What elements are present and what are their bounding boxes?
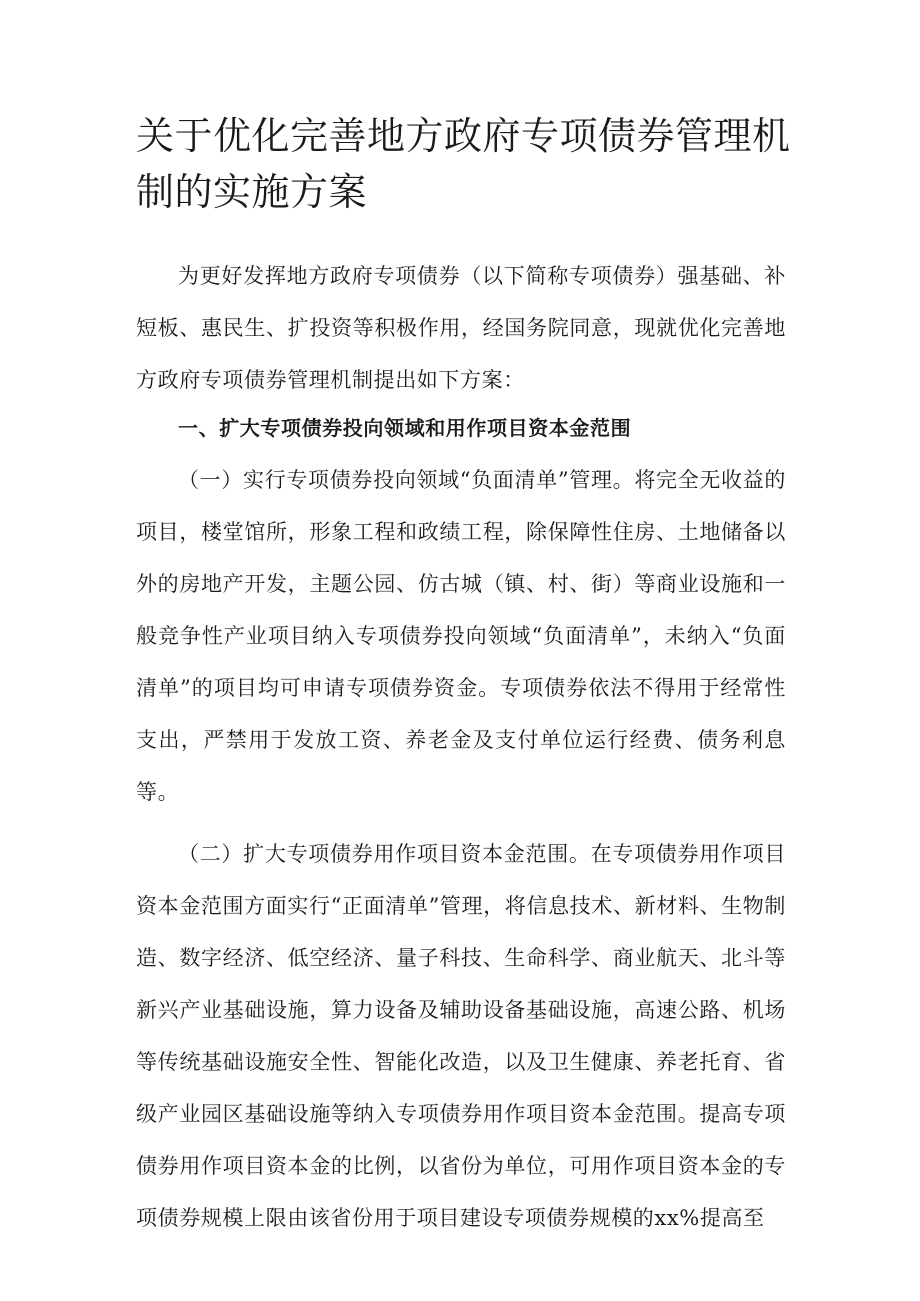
intro-paragraph: 为更好发挥地方政府专项债券（以下简称专项债券）强基础、补短板、惠民生、扩投资等积极作用，经国务院同意，现就优化完善地方政府专项债券管理机制提出如下方案：: [136, 264, 786, 392]
section-item-1-paragraph: （一）实行专项债券投向领域“负面清单”管理。将完全无收益的项目，楼堂馆所，形象工程和政绩工程，除保障性住房、土地储备以外的房地产开发，主题公园、仿古城（镇、村、街）等商业设施和一般竞争性产业项目纳入专项债券投向领域“负面清单”，未纳入“负面清单”的项目均可申请专项债券资金。专项债券依法不得用于经常性支出，严禁用于发放工资、养老金及支付单位运行经费、债务利息等。: [136, 468, 786, 804]
section-heading: 一、扩大专项债券投向领域和用作项目资本金范围: [178, 416, 632, 440]
section-item-2-paragraph: （二）扩大专项债券用作项目资本金范围。在专项债券用作项目资本金范围方面实行“正面清单”管理，将信息技术、新材料、生物制造、数字经济、低空经济、量子科技、生命科学、商业航天、北斗等新兴产业基础设施，算力设备及辅助设备基础设施，高速公路、机场等传统基础设施安全性、智能化改造，以及卫生健康、养老托育、省级产业园区基础设施等纳入专项债券用作项目资本金范围。提高专项债券用作项目资本金的比例，以省份为单位，可用作项目资本金的专项债券规模上限由该省份用于项目建设专项债券规模的xx%提高至: [136, 842, 786, 1230]
document-body: [136, 250, 786, 1244]
document-title: 关于优化完善地方政府专项债券管理机制的实施方案: [136, 114, 791, 214]
